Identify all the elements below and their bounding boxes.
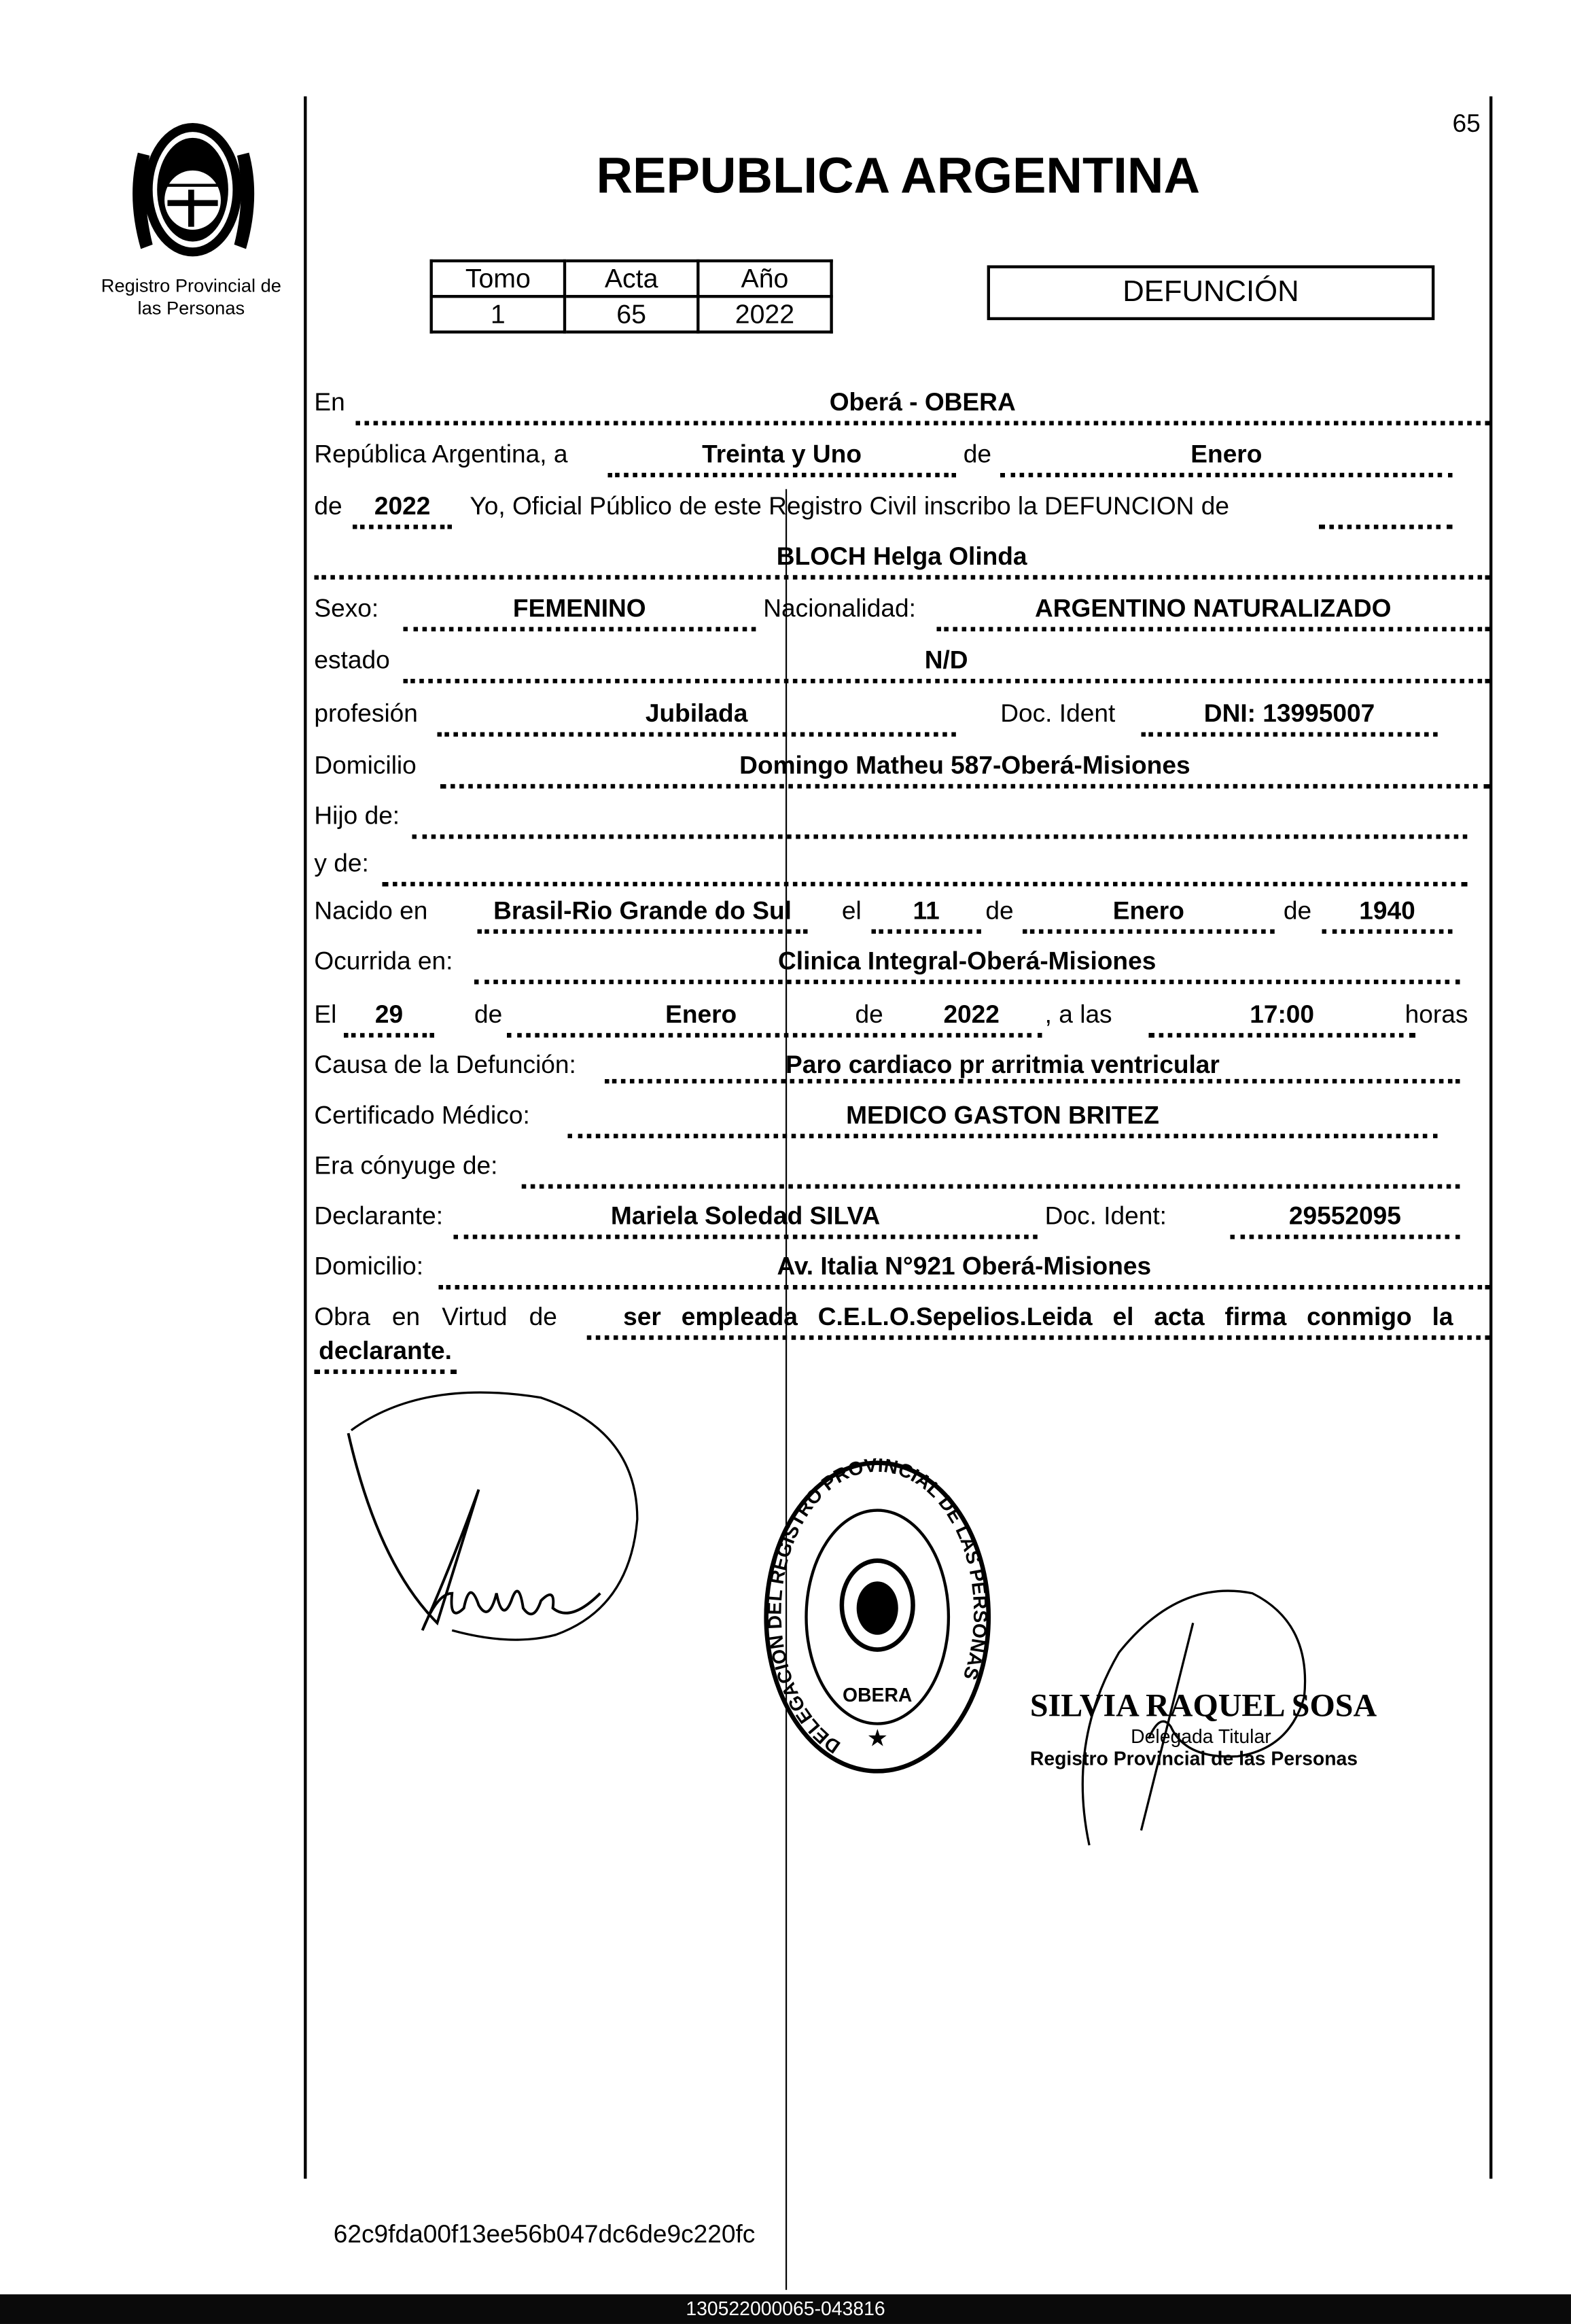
ocurrida-field: Clinica Integral-Oberá-Misiones — [474, 947, 1460, 985]
el-label: El — [314, 1000, 337, 1029]
causa-label: Causa de la Defunción: — [314, 1051, 576, 1079]
conyuge-label: Era cónyuge de: — [314, 1151, 498, 1180]
record-table — [430, 260, 833, 334]
domicilio2-label: Domicilio: — [314, 1252, 424, 1281]
obra-label: Obra en Virtud de — [314, 1303, 557, 1331]
row-conyuge — [0, 1152, 1571, 1187]
col-acta-header: Acta — [565, 261, 698, 296]
causa-field: Paro cardiaco pr arritmia ventricular — [605, 1051, 1460, 1083]
hijo-label: Hijo de: — [314, 801, 400, 830]
domicilio-label: Domicilio — [314, 751, 417, 780]
registry-name — [74, 276, 308, 320]
nacionalidad-label: Nacionalidad: — [763, 594, 916, 623]
hijo-field — [412, 802, 1467, 839]
doc-label: Doc. Ident — [1000, 699, 1116, 728]
province-coat-of-arms-logo — [123, 108, 264, 271]
row-causa — [0, 1051, 1571, 1086]
obra-field-cont: declarante. — [314, 1337, 456, 1374]
sexo-field: FEMENINO — [403, 595, 756, 632]
record-type-box: DEFUNCIÓN — [987, 265, 1435, 320]
estado-label: estado — [314, 646, 390, 675]
de-label: de — [314, 492, 342, 521]
birthplace-field: Brasil-Rio Grande do Sul — [477, 897, 807, 934]
blank-field — [1319, 492, 1452, 529]
registry-seal — [759, 1457, 996, 1783]
declarant-signature — [334, 1386, 652, 1653]
row-domicilio2 — [0, 1252, 1571, 1288]
nacido-label: Nacido en — [314, 896, 428, 926]
signatory-name: SILVIA RAQUEL SOSA — [1029, 1687, 1377, 1724]
obra-field: ser empleada C.E.L.O.Sepelios.Leida el acta firma conmigo la — [587, 1303, 1489, 1340]
doc2-label: Doc. Ident: — [1044, 1201, 1167, 1231]
row-hijo — [0, 802, 1571, 837]
de-label: de — [985, 896, 1014, 926]
seal-text: DELEGACION DEL REGISTRO PROVINCIAL DE LAS PERSONAS — [764, 1457, 991, 1758]
page-number: 65 — [1452, 109, 1481, 138]
republica-label: República Argentina, a — [314, 440, 568, 469]
death-month-field: Enero — [507, 1000, 895, 1038]
row-declarante — [0, 1202, 1571, 1237]
death-time-field: 17:00 — [1148, 1000, 1415, 1038]
acta-value: 65 — [565, 296, 698, 332]
row-year — [0, 492, 1571, 527]
birth-year-field: 1940 — [1322, 897, 1453, 934]
estado-field: N/D — [403, 646, 1489, 684]
de-label: de — [855, 1000, 883, 1029]
certificado-label: Certificado Médico: — [314, 1101, 530, 1129]
row-estado — [0, 646, 1571, 682]
oficial-text: Yo, Oficial Público de este Registro Civil inscribo la DEFUNCION de — [470, 492, 1230, 521]
de-label: de — [474, 1000, 503, 1029]
alas-label: , a las — [1044, 1000, 1112, 1029]
row-nacido — [0, 897, 1571, 932]
declarante-field: Mariela Soledad SILVA — [453, 1202, 1037, 1239]
seal-city: OBERA — [843, 1684, 913, 1706]
yde-label: y de: — [314, 849, 369, 878]
tomo-value: 1 — [431, 296, 565, 332]
row-obra — [0, 1303, 1571, 1338]
de-label: de — [963, 440, 991, 469]
sexo-label: Sexo: — [314, 594, 379, 623]
domicilio-field: Domingo Matheu 587-Oberá-Misiones — [440, 752, 1489, 789]
birth-day-field: 11 — [871, 897, 981, 934]
nacionalidad-field: ARGENTINO NATURALIZADO — [936, 595, 1489, 632]
death-year-field: 2022 — [901, 1000, 1042, 1038]
profesion-field: Jubilada — [437, 699, 955, 737]
row-date — [0, 440, 1571, 476]
row-sex — [0, 595, 1571, 630]
document-hash: 62c9fda00f13ee56b047dc6de9c220fc — [333, 2220, 756, 2249]
row-yde — [0, 849, 1571, 885]
page-title: REPUBLICA ARGENTINA — [596, 148, 1201, 205]
row-place — [0, 388, 1571, 423]
anio-value: 2022 — [698, 296, 831, 332]
day-field: Treinta y Uno — [607, 440, 956, 478]
horas-label: horas — [1405, 1000, 1468, 1029]
doc-field: DNI: 13995007 — [1141, 699, 1437, 737]
month-field: Enero — [1000, 440, 1452, 478]
yde-field — [383, 849, 1468, 887]
col-anio-header: Año — [698, 261, 831, 296]
row-certificado — [0, 1102, 1571, 1137]
year-field: 2022 — [353, 492, 452, 529]
death-day-field: 29 — [344, 1000, 434, 1038]
profesion-label: profesión — [314, 699, 418, 728]
row-deceased — [0, 542, 1571, 578]
place-field: Oberá - OBERA — [355, 388, 1489, 425]
row-domicilio — [0, 752, 1571, 787]
birth-month-field: Enero — [1023, 897, 1275, 934]
registry-line-2: las Personas — [137, 298, 245, 319]
domicilio2-field: Av. Italia N°921 Oberá-Misiones — [439, 1252, 1489, 1290]
signatory-office: Registro Provincial de las Personas — [1029, 1747, 1358, 1770]
en-label: En — [314, 388, 345, 417]
conyuge-field — [522, 1152, 1460, 1189]
declarante-label: Declarante: — [314, 1201, 444, 1231]
row-death-date — [0, 1000, 1571, 1036]
certificado-field: MEDICO GASTON BRITEZ — [567, 1102, 1437, 1139]
doc2-field: 29552095 — [1230, 1202, 1460, 1239]
de-label: de — [1283, 896, 1312, 926]
col-tomo-header: Tomo — [431, 261, 565, 296]
signatory-role: Delegada Titular — [1131, 1725, 1271, 1748]
signatory-stamp — [1030, 1687, 1415, 1770]
deceased-name-field: BLOCH Helga Olinda — [314, 542, 1489, 580]
ocurrida-label: Ocurrida en: — [314, 947, 453, 976]
star-icon: ★ — [866, 1725, 888, 1752]
barcode-id: 130522000065-043816 — [686, 2297, 885, 2320]
el-label: el — [841, 896, 862, 926]
row-ocurrida — [0, 947, 1571, 983]
row-obra-cont — [0, 1337, 1571, 1372]
registry-line-1: Registro Provincial de — [101, 275, 281, 297]
row-profesion — [0, 699, 1571, 735]
